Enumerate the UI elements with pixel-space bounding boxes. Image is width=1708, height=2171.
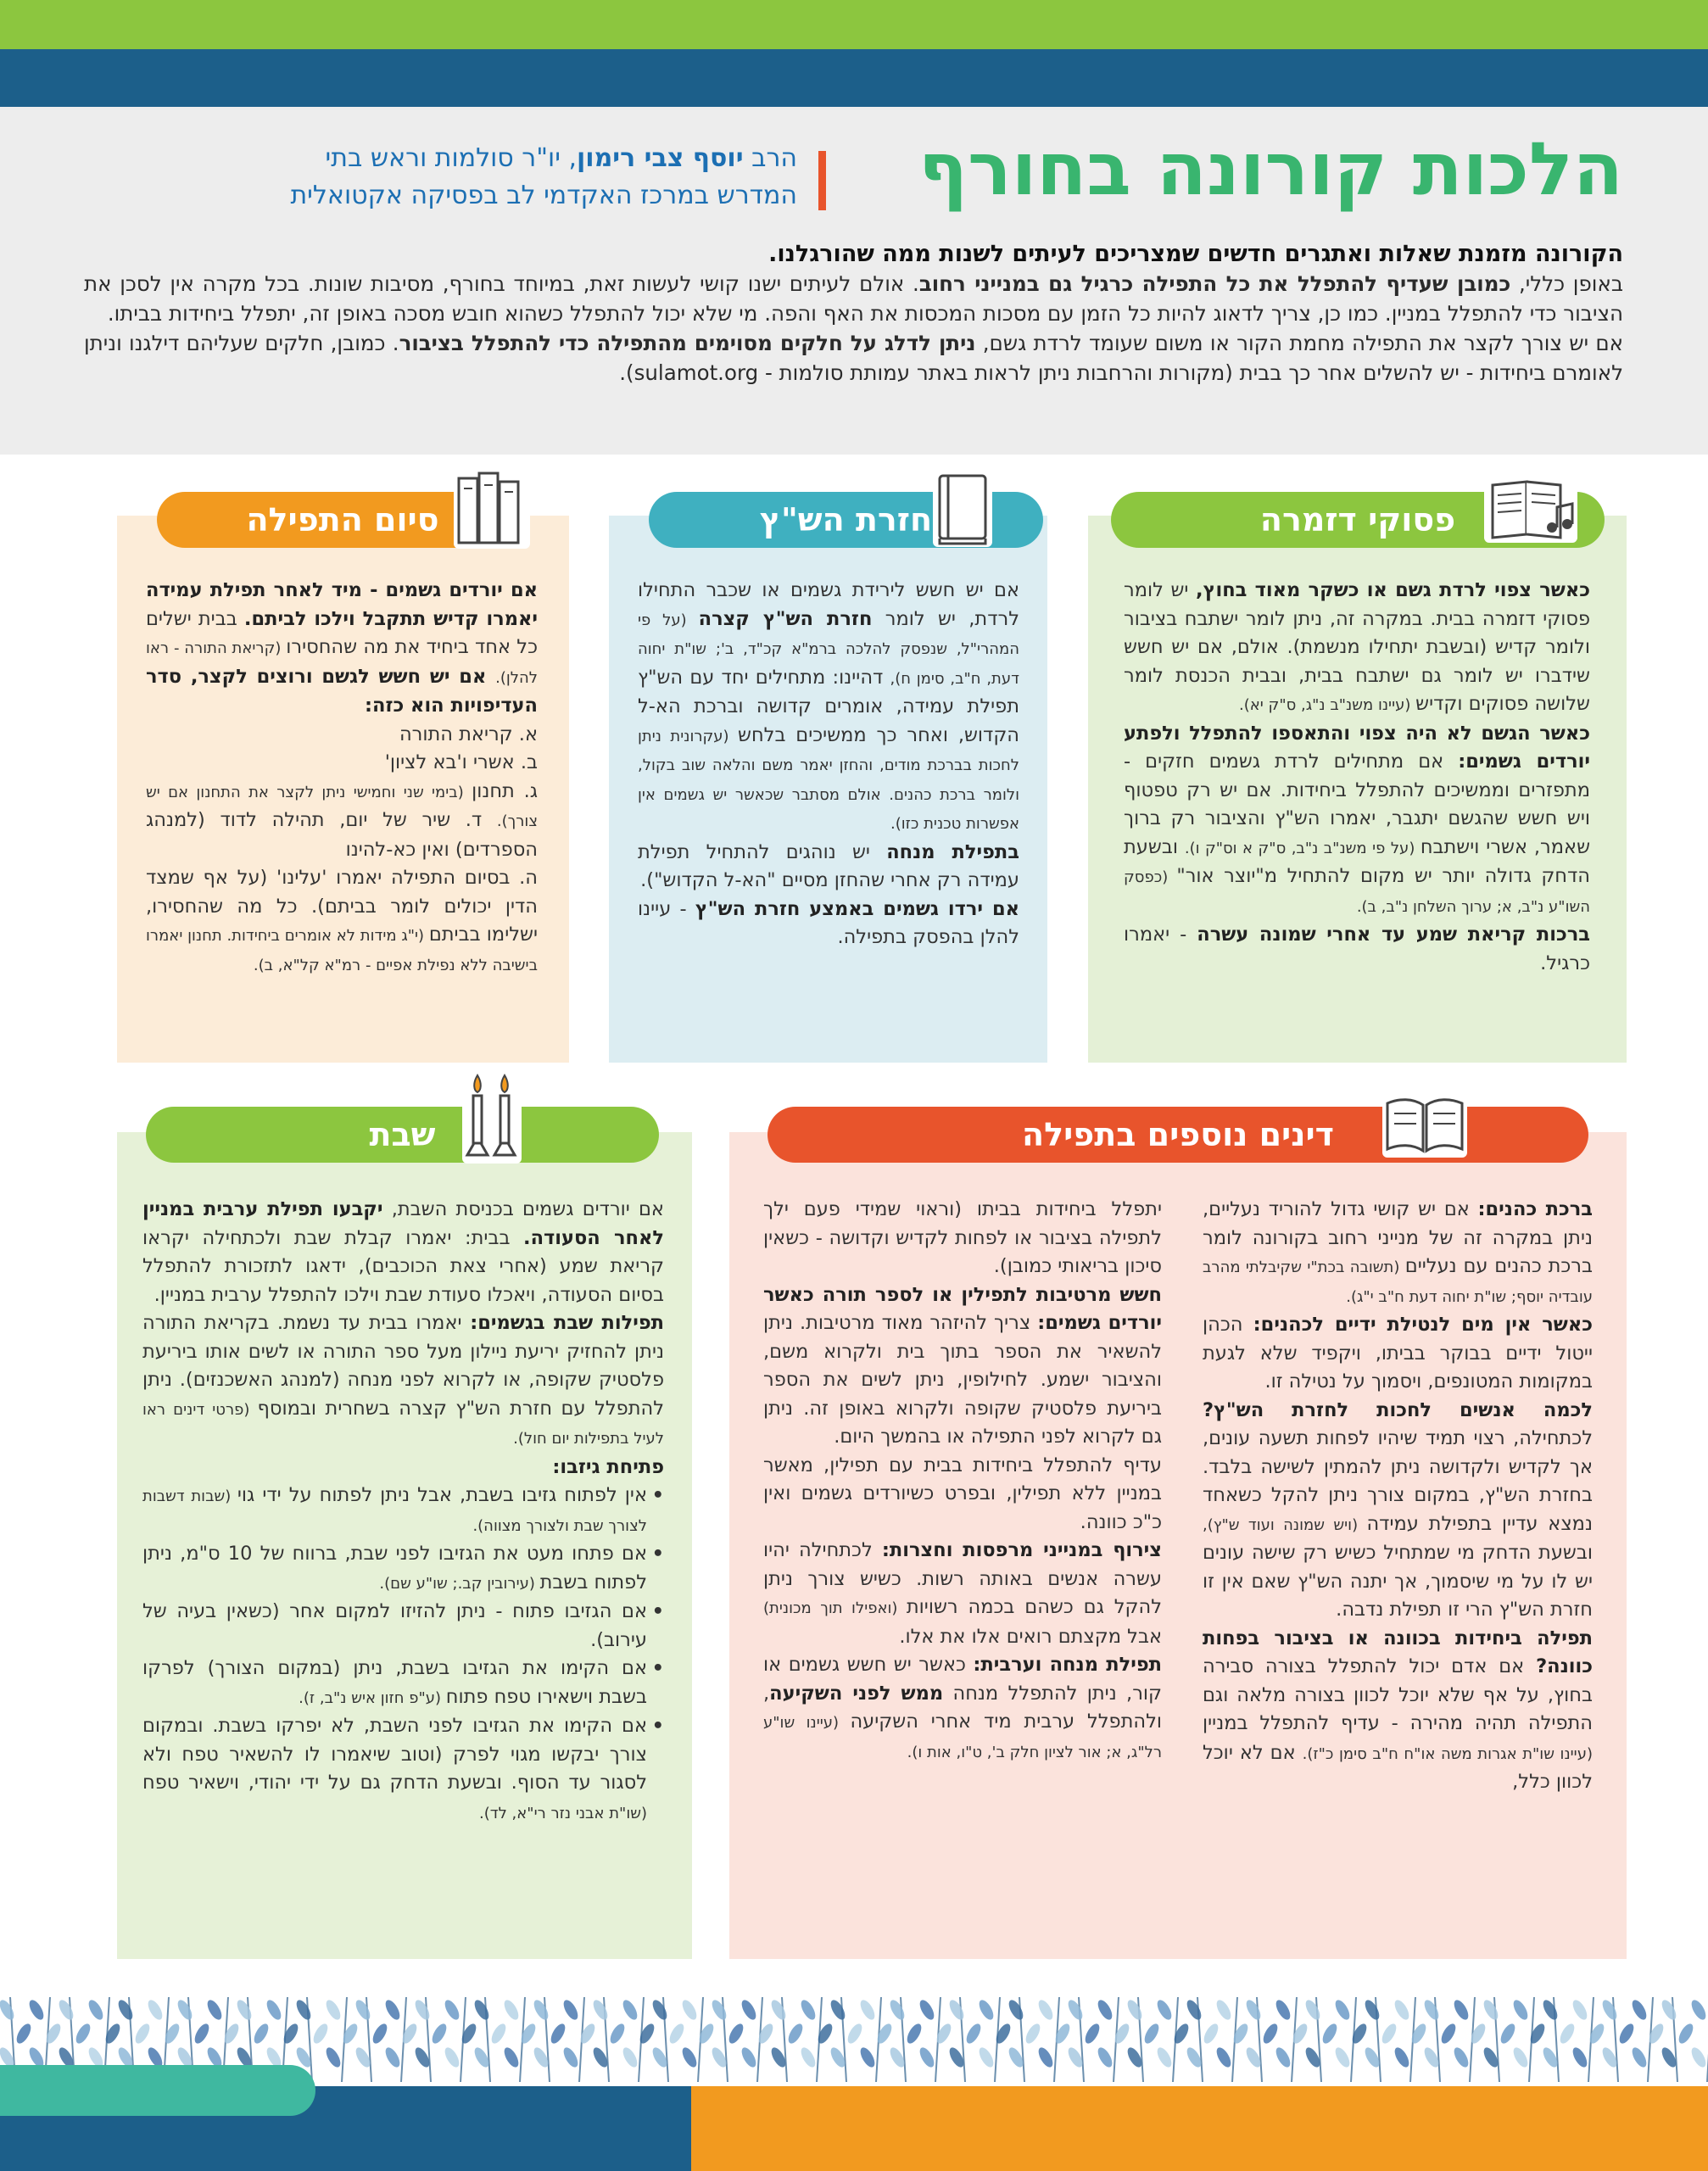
- leaf: [1303, 1998, 1322, 2023]
- dinim-kavana: [1203, 1625, 1593, 1797]
- leaf: [1510, 2045, 1530, 2070]
- shabbat-li2: אם פתחו מעט את הגזיבו לפני שבת, ברווח של 10 ס"מ, ניתן לפתוח בשבת: [142, 1543, 647, 1593]
- intro-p2-bold: ניתן לדלג על חלקים מסוימים מהתפילה כדי להתפלל בציבור: [399, 331, 976, 355]
- chazarat-hashatz-title: חזרת הש"ץ: [759, 501, 933, 539]
- dinim-l-t3b: , ולהתפלל ערבית מיד אחרי השקיעה: [763, 1682, 1162, 1733]
- leaf: [1379, 2022, 1398, 2046]
- leaf: [1141, 2022, 1161, 2046]
- leaf: [561, 1998, 580, 2023]
- shabbat-heading: [146, 1107, 659, 1163]
- dinim-r-t4: אם אדם יכול להתפלל בצורה סבירה בחוץ, על אף שלא יוכל לכוון בצורה מלאה וגם התפילה תהיה מהירה - עדיף להתפלל במניין: [1203, 1655, 1593, 1734]
- shabbat-gazebo-list: [142, 1482, 664, 1828]
- siyum-b1: אם יורדים גשמים - מיד לאחר תפילת עמידה יאמרו קדיש תתקבל וילכו לביתם.: [146, 579, 538, 630]
- chazarat-hashatz-text: [638, 577, 1019, 952]
- dinim-l-b2: צירוף במנייני מרפסות וחצרות:: [881, 1539, 1162, 1561]
- leaf: [1273, 2045, 1292, 2070]
- shabbat-paragraph-1: [142, 1196, 664, 1309]
- leaf: [501, 1998, 521, 2023]
- leaf: [353, 1998, 372, 2023]
- leaf: [1052, 2022, 1072, 2046]
- leaf: [768, 1998, 788, 2023]
- leaf: [1498, 2022, 1517, 2046]
- leaf: [293, 1998, 313, 2023]
- leaf: [1260, 2022, 1280, 2046]
- leaf: [1527, 2022, 1547, 2046]
- leaf: [1570, 1998, 1589, 2023]
- intro-lead: הקורונה מזמנת שאלות ואתגרים חדשים שמצריכים לעיתים לשנות ממה שהורגלנו.: [768, 241, 1623, 267]
- title-divider: [818, 151, 826, 210]
- leaf: [679, 1998, 699, 2023]
- leaf: [946, 1998, 966, 2023]
- psukei-s1: (עיינו משנ"ב נ"ג, ס"ק יא).: [1239, 696, 1416, 714]
- leaf: [234, 1998, 254, 2023]
- chazarat-t3: יש נוהגים להתחיל תפילת עמידה רק אחרי שהחזן מסיים "הא-ל הקדוש").: [638, 840, 1019, 891]
- dinim-r-t3b: ובשעת הדחק מי שמתחיל כשיש רק שישה עונים יש לו על מי שיסמוך, אך יתנה הש"ץ שאם אין זו חזרת הש"ץ הרי זו תפילת נדבה.: [1203, 1542, 1593, 1621]
- page-title: הלכות קורונה בחורף: [918, 127, 1623, 212]
- shabbat-t1b: בבית: יאמרו קבלת שבת ולכתחילה יקראו קריאת שמע (אחרי צאת הכוכבים), ידאגו לתזכורת להתפלל בסיום הסעודה, ויאכלו סעודת שבת וילכו להתפלל ערבית במניין.: [142, 1226, 664, 1306]
- leaf: [739, 1998, 758, 2023]
- intro-p1-bold: כמובן שעדיף להתפלל את כל התפילה כרגיל גם במנייני רחוב: [918, 271, 1511, 296]
- leaf: [1451, 2045, 1471, 2070]
- leaf: [887, 1998, 907, 2023]
- dinim-l-s2: (ואפילו תוך מכונית): [763, 1599, 907, 1617]
- leaf: [340, 2022, 360, 2046]
- dinim-yechidut: יתפלל ביחידות בביתו (וראוי שמידי פעם ילך לתפילה בציבור או לפחות לקדיש וקדושה - כשאין סיכון בריאותי כמובן).: [763, 1198, 1162, 1277]
- dinim-l-t2b: אבל מקצתם רואים אלו את אלו.: [899, 1625, 1162, 1648]
- footer-tab-teal: [0, 2065, 315, 2116]
- leaf: [1171, 2022, 1191, 2046]
- author-line-1: [127, 140, 797, 177]
- siyum-b2: אם יש חשש לגשם ורוצים לקצר, סדר העדיפויות הוא כזה:: [146, 665, 538, 717]
- leaf: [412, 1998, 432, 2023]
- leaf: [1273, 1998, 1292, 2023]
- leaf: [488, 2022, 508, 2046]
- leaf: [73, 2022, 92, 2046]
- leaf: [442, 1998, 461, 2023]
- siyum-item-e: [146, 864, 538, 979]
- leaf: [1587, 2022, 1606, 2046]
- dinim-kama-anashim: [1203, 1397, 1593, 1625]
- leaf: [904, 2022, 924, 2046]
- leaf: [874, 2022, 894, 2046]
- leaf: [145, 1998, 165, 2023]
- leaf: [132, 2022, 152, 2046]
- shabbat-li4b: לפרקו בשבת וישאירו טפח פתוח: [142, 1657, 647, 1708]
- leaf: [323, 1998, 343, 2023]
- leaf: [857, 1998, 877, 2023]
- leaf: [1510, 1998, 1530, 2023]
- shabbat-li4s: (במקום הצורך): [207, 1657, 354, 1679]
- dinim-nosafim-title: דינים נוספים בתפילה: [1022, 1116, 1334, 1153]
- leaf: [1332, 1998, 1352, 2023]
- chazarat-s1: (על פי המהרי"ל, שנפסק להלכה ברמ"א קכ"ד, ב'; שו"ת יחוה דעת, ח"ב, סימן ח),: [638, 611, 1019, 688]
- author-role: , יו"ר סולמות וראש בתי: [325, 143, 577, 173]
- leaf: [650, 1998, 669, 2023]
- siyum-item-b: ב. אשרי ו'בא לציון': [384, 751, 538, 773]
- psukei-paragraph-2: [1124, 720, 1590, 922]
- shabbat-li5c: (שו"ת אבני נזר רי"א, לד).: [479, 1804, 647, 1822]
- leaf: [667, 2022, 686, 2046]
- dinim-r-t3: לכתחילה, רצוי תמיד שיהיו לפחות תשעה עונים, אך לקדיש ולקדושה ניתן להמתין לשישה בלבד. בחזרת הש"ץ, במקום צורך ניתן להקל כשאחד נמצא עדיין בתפילת עמידה: [1203, 1427, 1593, 1535]
- leaf: [1481, 1998, 1500, 2023]
- leaf: [429, 2022, 449, 2046]
- leaf: [1201, 2022, 1220, 2046]
- siyum-s3a: (בימי שני וחמישי ניתן לקצר את התחנון אם יש צורך).: [146, 783, 538, 830]
- dinim-r-s3: (ויש שמונה ועוד ש"ץ),: [1203, 1515, 1367, 1534]
- intro-p2-c: . כמובן, חלקים שעליהם דילגנו וניתן לאומרם ביחידות - יש להשלים אחר כך בבית (מקורות והרחבות ניתן לראות באתר עמותת סולמות - sulamot.org).: [84, 331, 1623, 385]
- chazarat-t4: - עיינו להלן בהפסק בתפילה.: [638, 897, 1019, 948]
- psukei-s2: (על פי משנ"ב נ"ב, ס"ק א וס"ק ו).: [1184, 839, 1421, 857]
- leaf: [976, 2045, 996, 2070]
- shabbat-title: שבת: [369, 1116, 436, 1153]
- dinim-l-s3: (עיינו שו"ע רל"ג, א; אור לציון חלק ב', ט"ו, אות ו).: [763, 1714, 1162, 1761]
- shabbat-paragraph-2: [142, 1309, 664, 1454]
- psukei-b2: כאשר הגשם לא היה צפוי והתאספו להתפלל ולפתע יורדים גשמים:: [1124, 722, 1591, 773]
- leaf: [175, 1998, 194, 2023]
- psukei-s3: (כפסק השו"ע נ"ב, א; ערוך השלחן נ"ב, ב).: [1124, 868, 1590, 916]
- leaf: [1688, 2045, 1708, 2070]
- dinim-r-b3: לכמה אנשים לחכות לחזרת הש"ץ?: [1203, 1398, 1593, 1421]
- shabbat-s2: (פרטי דינים ראו לעיל בתפילות יום חול).: [142, 1400, 664, 1448]
- leaf: [785, 2022, 805, 2046]
- leaf: [1112, 2022, 1131, 2046]
- leaf: [192, 2022, 211, 2046]
- leaf: [531, 1998, 550, 2023]
- leaf: [1646, 2022, 1666, 2046]
- leaf: [1362, 1998, 1381, 2023]
- shabbat-li1: אין לפתוח גזיבו בשבת, אבל ניתן לפתוח על ידי גוי: [237, 1484, 647, 1506]
- dinim-nosafim-text-left: [763, 1196, 1162, 1766]
- siyum-t1: בבית ישלים כל אחד ביחיד את מה שהחסירו: [146, 607, 538, 658]
- siyum-hatefila-text: [146, 577, 538, 979]
- leaf: [1065, 1998, 1085, 2023]
- leaf: [14, 2022, 33, 2046]
- psukei-b4: ברכות קריאת שמע עד אחרי שמונה עשרה: [1197, 924, 1591, 946]
- author-credit: [127, 140, 797, 215]
- shabbat-li5s: (וטוב שיאמרו לו להשאיר טפח ולא לסגור עד הסוף. ובשעת הדחק גם על ידי יהודי, וישאיר טפח: [142, 1743, 647, 1794]
- leaf: [798, 2045, 818, 2070]
- leaf: [1154, 1998, 1174, 2023]
- intro-paragraph-2: [84, 328, 1623, 388]
- dinim-r-s1: (תשובה בכת"י שקיבלתי מהרב עובדיה יוסף; שו"ת יחוה דעת ח"ב י"ג).: [1203, 1259, 1593, 1306]
- dinim-l-b3b: ממש לפני השקיעה: [769, 1682, 944, 1705]
- leaf: [1349, 2022, 1369, 2046]
- leaf: [1290, 2022, 1309, 2046]
- shabbat-b2: תפילות שבת בגשמים:: [470, 1312, 664, 1334]
- leaf: [1421, 1998, 1441, 2023]
- shabbat-text: [142, 1196, 664, 1828]
- leaf: [1125, 1998, 1144, 2023]
- dinim-mirpasot: [763, 1537, 1162, 1651]
- leaf: [1035, 1998, 1055, 2023]
- psukei-t4: - יאמרו כרגיל.: [1124, 924, 1590, 974]
- leaf: [1320, 2022, 1339, 2046]
- dinim-nosafim-text-right: [1203, 1196, 1593, 1797]
- leaf: [264, 1998, 283, 2023]
- chazarat-s2: (עקרונית ניתן לחכות בברכת מודים, והחזן יאמר משם והלאה שוב בקול, ולומר ברכת כהנים. אולם מסתבר שכאשר יש גשמים אין אפשרות טכנית כזו).: [638, 727, 1019, 833]
- psukei-b1: כאשר צפוי לרדת גשם או כשקר מאוד בחוץ,: [1196, 579, 1590, 601]
- chazarat-paragraph-3: [638, 896, 1019, 952]
- dinim-r-t4b: אם לא יוכל לכוון כלל,: [1203, 1741, 1593, 1793]
- leaf: [815, 2022, 834, 2046]
- leaf: [607, 2022, 627, 2046]
- leaf: [370, 2022, 389, 2046]
- chazarat-b1: חזרת הש"ץ קצרה: [698, 607, 873, 630]
- leaf: [798, 1998, 818, 2023]
- siyum-item-c-d: [146, 778, 538, 865]
- leaf: [1438, 2022, 1458, 2046]
- leaf: [917, 1998, 936, 2023]
- leaf: [1468, 2022, 1488, 2046]
- list-item: [142, 1598, 664, 1655]
- author-name: יוסף צבי רימון: [577, 143, 744, 173]
- leaf: [323, 2045, 343, 2070]
- leaf: [578, 2022, 597, 2046]
- dinim-l-t3: כאשר יש חשש גשמים או קור, ניתן להתפלל מנחה: [763, 1654, 1162, 1705]
- shabbat-gazebo-heading: [142, 1454, 664, 1482]
- leaf: [1570, 2045, 1589, 2070]
- dinim-l-b3: תפילת מנחה וערבית:: [973, 1654, 1162, 1676]
- shabbat-li1s: (שבות דשבות לצורך שבת ולצורך מצווה).: [142, 1487, 647, 1535]
- leaf: [917, 2045, 936, 2070]
- leaf: [103, 2022, 122, 2046]
- leaf: [459, 2022, 478, 2046]
- leaf: [1557, 2022, 1577, 2046]
- psukei-dezimra-title: פסוקי דזמרה: [1259, 501, 1456, 539]
- leaf: [472, 1998, 491, 2023]
- leaf: [1095, 2045, 1114, 2070]
- leaf: [1688, 1998, 1708, 2023]
- shabbat-t1: אם יורדים גשמים בכניסת השבת,: [382, 1198, 664, 1220]
- leaf: [1392, 2045, 1411, 2070]
- leaf: [1659, 1998, 1678, 2023]
- chazarat-b3: בתפילת מנחה: [886, 840, 1019, 863]
- leaf: [679, 2045, 699, 2070]
- list-item: [142, 1540, 664, 1598]
- dinim-l-b1: חשש מרטיבות לתפילין או לספר תורה כאשר יורדים גשמים:: [763, 1283, 1162, 1334]
- leaf: [1616, 2022, 1636, 2046]
- siyum-paragraph-1: [146, 577, 538, 721]
- list-item: [142, 1712, 664, 1828]
- leaf: [561, 2045, 580, 2070]
- leaf: [1451, 1998, 1471, 2023]
- psukei-t3: ובשעת הדחק גדולה יותר יש מקום להתחיל מ"יוצר אור": [1124, 835, 1590, 887]
- leaf: [709, 1998, 728, 2023]
- leaf: [620, 2045, 639, 2070]
- leaf: [1629, 1998, 1649, 2023]
- siyum-s3c: (על אף שמצד הדין יכולים לומר בביתם).: [146, 867, 538, 918]
- dinim-r-t1: אם יש קושי גדול להוריד נעליים, ניתן במקרה זה של מנייני רחוב בקורונה לומר ברכת כהנים עם נעליים: [1203, 1198, 1594, 1277]
- shabbat-li3: אם הגזיבו פתוח - ניתן להזיזו למקום אחר: [289, 1600, 647, 1622]
- shabbat-b1: יקבעו תפילת ערבית במניין לאחר הסעודה.: [142, 1198, 664, 1249]
- intro-p1-c: . אולם לעיתים ישנו קושי לעשות זאת, במיוחד בחורף, מסיבות שונות. בכל מקרה אין לסכן את הציבור כדי להתפלל במניין. כמו כן, צריך לדאוג להיות כל הזמן עם מסכות המכסות את האף והפה. מי שלא יכול להתפלל כשהוא חובש מסכה באופן זה, יתפלל ביחידות בביתו.: [84, 271, 1623, 326]
- leaf: [251, 2022, 271, 2046]
- dinim-netilat-yadayim: [1203, 1311, 1593, 1397]
- siyum-s3b: (למנהג הספרדים) ואין כא-להינו: [146, 809, 538, 861]
- leaf: [1214, 1998, 1233, 2023]
- leaf: [637, 2022, 656, 2046]
- leaf: [86, 1998, 105, 2023]
- intro-p1-a: באופן כללי,: [1510, 271, 1623, 296]
- shabbat-li5: אם הקימו את הגזיבו לפני השבת, לא יפרקו בשבת. ובמקום צורך יבקשו מגוי לפרק: [142, 1715, 647, 1766]
- leaf: [1006, 1998, 1025, 2023]
- leaf: [828, 1998, 847, 2023]
- chazarat-paragraph-2: [638, 839, 1019, 896]
- leaf: [726, 2022, 745, 2046]
- leaf: [934, 2022, 953, 2046]
- leaf: [756, 2022, 775, 2046]
- leaf: [548, 2022, 567, 2046]
- leaf: [963, 2022, 983, 2046]
- list-item: [142, 1655, 664, 1712]
- leaf: [1035, 2045, 1055, 2070]
- chazarat-paragraph-1: [638, 577, 1019, 839]
- leaf: [1095, 1998, 1114, 2023]
- books-icon: [454, 468, 530, 549]
- leaf: [1599, 1998, 1619, 2023]
- shabbat-li2s: (עירובין קב.; שו"ע שם).: [379, 1574, 540, 1593]
- dinim-r-b2: כאשר אין מים לנטילת ידיים לכהנים:: [1253, 1314, 1593, 1336]
- leaf: [1392, 1998, 1411, 2023]
- open-book-icon: [1382, 1090, 1467, 1158]
- leaf: [204, 1998, 224, 2023]
- siyum-hatefila-title: סיום התפילה: [246, 501, 439, 539]
- author-line-2: המדרש במרכז האקדמי לב בפסיקה אקטואלית: [290, 181, 797, 210]
- top-stripe-blue: [0, 49, 1708, 107]
- siyum-s1: (קריאת התורה - ראו להלן).: [146, 639, 538, 687]
- leaf: [0, 1998, 17, 2023]
- leaf: [1676, 2022, 1695, 2046]
- chazarat-b4: אם ירדו גשמים באמצע חזרת הש"ץ: [695, 897, 1019, 920]
- leaf: [399, 2022, 419, 2046]
- footer-stripe-orange: [691, 2086, 1708, 2171]
- leaf: [115, 1998, 135, 2023]
- leaf: [1629, 2045, 1649, 2070]
- leaf: [382, 1998, 402, 2023]
- leaf: [26, 1998, 46, 2023]
- leaf: [1154, 2045, 1174, 2070]
- leaf: [1409, 2022, 1428, 2046]
- leaf: [310, 2022, 330, 2046]
- author-prefix: הרב: [743, 143, 797, 173]
- leaf: [620, 1998, 639, 2023]
- leaf: [1243, 1998, 1263, 2023]
- intro-text: [84, 239, 1623, 388]
- siyum-t3a: ג. תחנון: [472, 779, 538, 802]
- dinim-r-s4: (עיינו שו"ת אגרות משה או"ח ח"ב סימן כ"ז).: [1302, 1744, 1593, 1763]
- siyum-t3d: כל מה שהחסירו, ישלימו בביתם: [146, 895, 538, 946]
- leaf: [590, 1998, 610, 2023]
- dinim-r-b4: תפילה ביחידות בכוונה או בציבור בפחות כוונה?: [1203, 1627, 1593, 1677]
- siyum-s3d: (י"ג מידות לא אומרים ביחידות. תחנון יאמרו בישיבה ללא נפילת אפיים - רמ"א קל"א, ב).: [146, 927, 538, 974]
- leaf: [857, 2045, 877, 2070]
- intro-p2-a: אם יש צורך לקצר את התפילה מחמת הקור או משום שעומד לרדת גשם,: [975, 331, 1624, 355]
- shabbat-li4c: (ע"פ חזון איש נ"ב, ז).: [299, 1688, 446, 1707]
- book-music-icon: [1484, 475, 1577, 543]
- dinim-r-b1: ברכת כהנים:: [1477, 1198, 1593, 1220]
- leaf: [382, 2045, 402, 2070]
- leaf: [739, 2045, 758, 2070]
- leaf: [1231, 2022, 1250, 2046]
- top-stripe-green: [0, 0, 1708, 49]
- leaf: [43, 2022, 63, 2046]
- leaf: [993, 2022, 1013, 2046]
- leaf: [1332, 2045, 1352, 2070]
- list-item: [142, 1482, 664, 1540]
- siyum-t3b: ד. שיר של יום, תהילה לדוד: [220, 809, 497, 831]
- psukei-paragraph-1: [1124, 577, 1590, 720]
- leaf: [976, 1998, 996, 2023]
- shabbat-b3: פתיחת גיזבו:: [552, 1455, 664, 1478]
- leaf: [56, 1998, 75, 2023]
- leaf: [501, 2045, 521, 2070]
- leaf: [696, 2022, 716, 2046]
- chazarat-t1: אם יש חשש לירידת גשמים או שכבר התחילו לרדת, יש לומר: [638, 579, 1019, 630]
- candles-icon: [462, 1070, 522, 1164]
- leaf: [162, 2022, 181, 2046]
- dinim-tefillin-2: עדיף להתפלל ביחידות בבית עם תפילין, מאשר במניין ללא תפילין, ובפרט כשיורדים גשמים ואין כ"כ כוונה.: [763, 1454, 1162, 1533]
- siyum-item-a: א. קריאת התורה: [399, 723, 538, 745]
- chazarat-t2: דהיינו: מתחילים יחד עם הש"ץ תפילת עמידה, אומרים קדושה וברכת הא-ל הקדוש, ואחר כך ממשיכים בלחש: [638, 666, 1019, 746]
- psukei-dezimra-text: [1124, 577, 1590, 978]
- leaf: [442, 2045, 461, 2070]
- dinim-l-t2: לכתחילה יהיו עשרה אנשים באותה רשות. כשיש צורך ניתן להקל גם כשהם בכמה רשויות: [763, 1539, 1162, 1618]
- shabbat-li4: אם הקימו את הגזיבו בשבת, ניתן: [353, 1657, 648, 1679]
- siyum-t3c: ה. בסיום התפילה יאמרו 'עלינו': [276, 867, 538, 889]
- dinim-birkat-kohanim: [1203, 1196, 1593, 1311]
- leaf: [1540, 1998, 1560, 2023]
- leaf: [1214, 2045, 1233, 2070]
- leaf: [518, 2022, 538, 2046]
- dinim-tefillin: [763, 1281, 1162, 1452]
- leaf: [221, 2022, 241, 2046]
- leaf: [1082, 2022, 1102, 2046]
- leaf: [1184, 1998, 1203, 2023]
- intro-paragraph-1: [84, 269, 1623, 328]
- shabbat-li3s: (כשאין בעיה של עירוב).: [142, 1600, 647, 1651]
- dinim-r-t2: הכהן ייטול ידיים בבוקר בביתו, ויקפיד שלא לגעת במקומות המטונפים, ויסמוך על נטילה זו.: [1203, 1314, 1593, 1392]
- leaf: [281, 2022, 300, 2046]
- dinim-l-t1: צריך להיזהר מאוד מרטיבות. ניתן להשאיר את הספר בתוך בית ולקרוא משם, והציבור ישמע. לחילופין, ניתן לשים את הספר ביריעת פלסטיק שקופה ולקרוא באופן זה. ניתן גם לקרוא לפני התפילה או בהמשך היום.: [763, 1312, 1162, 1448]
- shabbat-t2: יאמרו בבית עד נשמת. בקריאת התורה ניתן להחזיק יריעת ניילון מעל ספר התורה או לשים אותו ביריעת פלסטיק שקופה, או לקרוא לפני מנחה (למנהג האשכנזים). ניתן להתפלל עם חזרת הש"ץ קצרה בשחרית ובמוסף: [142, 1312, 664, 1420]
- dinim-mincha-arvit: [763, 1651, 1162, 1766]
- leaf: [1023, 2022, 1042, 2046]
- psukei-t2: אם מתחילים לרדת גשמים חזקים - מתפזרים וממשיכים להתפלל ביחידות. אם יש רק טפטוף ויש חשש שהגשם יתגבר, יאמרו הש"ץ והציבור רק ברוך שאמר, אשרי וישתבח: [1124, 751, 1591, 858]
- psukei-paragraph-3: [1124, 921, 1590, 978]
- psukei-t1: יש לומר פסוקי דזמרה בבית. במקרה זה, ניתן לומר ישתבח בציבור ולומר קדיש (ובשבת יתחילו מנשמת). אולם, אם יש חשש שידברו יש לומר גם ישתבח בבית, ובבית הכנסת לומר שלושה פסוקים וקדיש: [1124, 579, 1590, 715]
- leaf: [845, 2022, 864, 2046]
- closed-book-icon: [933, 471, 992, 547]
